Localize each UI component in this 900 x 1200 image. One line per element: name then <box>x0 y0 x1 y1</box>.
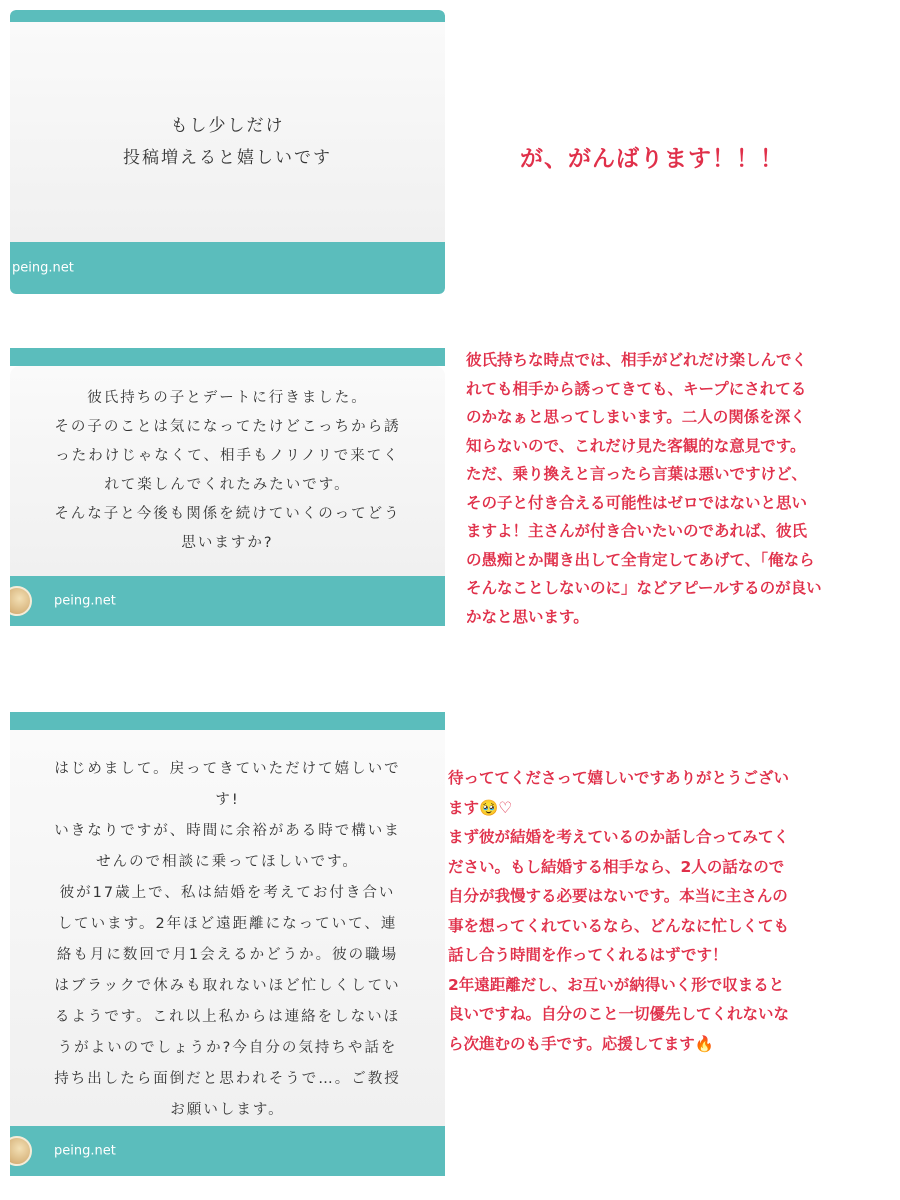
question-card-3 <box>10 712 445 1176</box>
question-text: はじめまして。戻ってきていただけて嬉しいで す! いきなりですが、時間に余裕がある時で構いま せんので相談に乗ってほしいです。 彼が17歳上で、私は結婚を考えてお付き合い しています。2年ほど遠距離になっていて、連 絡も月に数回で月1会えるかどうか。彼の職場 はブラックで休みも取れないほど忙しくしてい るようです。これ以上私からは連絡をしないほ うがよいのでしょうか?今自分の気持ちや話を 持ち出したら面倒だと思われそうで…。ご教授 お願いします。 <box>54 761 401 1118</box>
card-top-bar <box>10 10 445 22</box>
answer-text-2: 彼氏持ちな時点では、相手がどれだけ楽しんでく れても相手から誘ってきても、キープにされてる のかなぁと思ってしまいます。二人の関係を深く 知らないので、これだけ見た客観的な意見です。 ただ、乗り換えと言ったら言葉は悪いですけど、 その子と付き合える可能性はゼロではないと思い ますよ！主さんが付き合いたいのであれば、彼氏 の愚痴とか聞き出して全肯定してあげて、「俺なら そんなことしないのに」などアピールするのが良い かなと思います。 <box>466 351 822 626</box>
question-area <box>10 22 445 242</box>
card-footer <box>10 576 445 626</box>
question-text: もし少しだけ 投稿増えると嬉しいです <box>123 116 332 168</box>
peing-brand-label: peing.net <box>12 260 74 276</box>
answer-text-3: 待っててくださって嬉しいですありがとうござい ます🥹♡ まず彼が結婚を考えているのか話し合ってみてく ださい。もし結婚する相手なら、2人の話なので 自分が我慢する必要はないです。本当に主さんの 事を想ってくれているなら、どんなに忙しくても 話し合う時間を作ってくれるはずです！ 2年遠距離だし、お互いが納得いく形で収まると 良いですね。自分のこと一切優先してくれないな ら次進むのも手です。応援してます🔥 <box>448 769 790 1053</box>
question-area <box>10 730 445 1126</box>
card-top-bar <box>10 712 445 730</box>
avatar-icon <box>10 586 32 616</box>
question-text: 彼氏持ちの子とデートに行きました。 その子のことは気になってたけどこっちから誘 ったわけじゃなくて、相手もノリノリで来てく れて楽しんでくれたみたいです。 そんな子と今後も関係を続けていくのってどう 思いますか? <box>54 390 401 551</box>
question-card-1 <box>10 10 445 294</box>
peing-brand-label: peing.net <box>54 1143 116 1159</box>
card-footer <box>10 242 445 294</box>
avatar-icon <box>10 1136 32 1166</box>
question-area <box>10 366 445 576</box>
card-top-bar <box>10 348 445 366</box>
question-card-2 <box>10 348 445 626</box>
answer-text-1: が、がんばります！！！ <box>520 146 784 172</box>
card-footer <box>10 1126 445 1176</box>
peing-brand-label: peing.net <box>54 593 116 609</box>
